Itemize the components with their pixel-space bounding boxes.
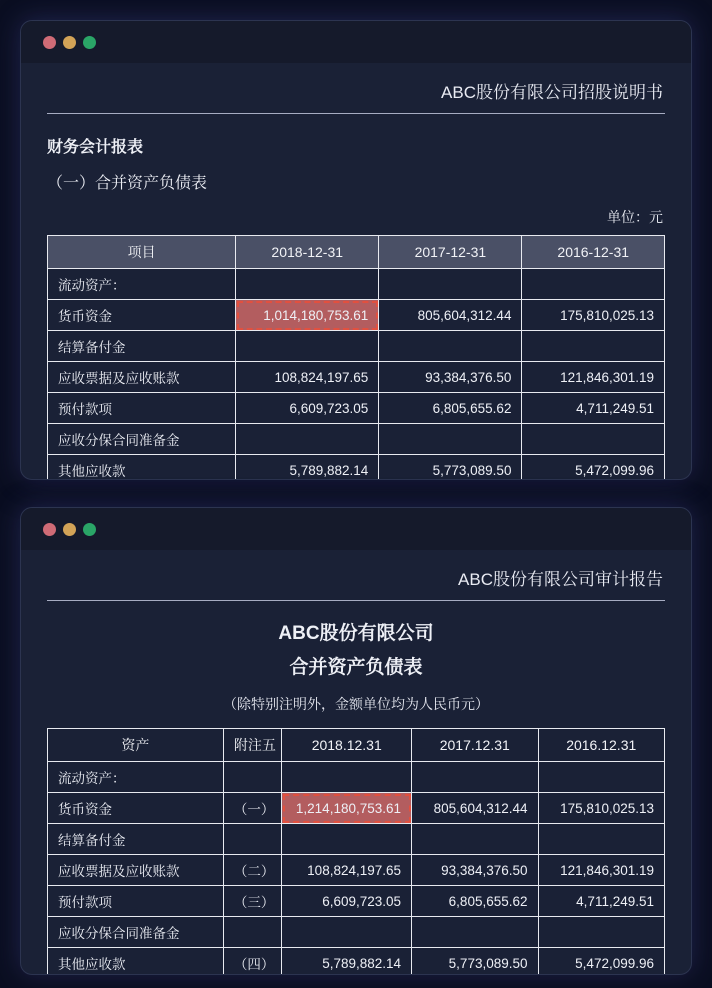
- maximize-window-icon[interactable]: [83, 523, 96, 536]
- table-row: [48, 269, 665, 300]
- cell: 805,604,312.44: [412, 793, 538, 824]
- cell: [379, 269, 522, 300]
- document-header: ABC股份有限公司审计报告: [458, 570, 663, 589]
- cell: 4,711,249.51: [522, 393, 665, 424]
- header-row: [48, 236, 665, 269]
- cell: 175,810,025.13: [538, 793, 665, 824]
- cell: 6,805,655.62: [379, 393, 522, 424]
- column-header: 项目: [48, 236, 236, 269]
- cell: [282, 762, 412, 793]
- cell: （四）: [223, 948, 282, 976]
- cell: [223, 917, 282, 948]
- cell: 6,609,723.05: [282, 886, 412, 917]
- cell: [538, 762, 665, 793]
- titlebar: [21, 508, 691, 550]
- document-header: ABC股份有限公司招股说明书: [441, 83, 663, 102]
- cell: [223, 762, 282, 793]
- cell: 流动资产：: [48, 269, 236, 300]
- cell: [236, 269, 379, 300]
- prospectus-window: [20, 20, 692, 480]
- header-row: [48, 729, 665, 762]
- cell: 5,789,882.14: [236, 455, 379, 481]
- table-row: [48, 855, 665, 886]
- table-row: [48, 886, 665, 917]
- cell: 其他应收款: [48, 455, 236, 481]
- minimize-window-icon[interactable]: [63, 36, 76, 49]
- column-header: 2016.12.31: [538, 729, 665, 762]
- cell: 805,604,312.44: [379, 300, 522, 331]
- cell: 应收票据及应收账款: [48, 362, 236, 393]
- cell: 货币资金: [48, 793, 224, 824]
- audit-balance-sheet-table: [47, 728, 665, 975]
- unit-label: 单位：元: [607, 209, 663, 225]
- cell: （二）: [223, 855, 282, 886]
- cell: 121,846,301.19: [538, 855, 665, 886]
- minimize-window-icon[interactable]: [63, 523, 76, 536]
- section-subtitle: （一）合并资产负债表: [47, 175, 208, 192]
- table-row: [48, 762, 665, 793]
- cell: 5,773,089.50: [379, 455, 522, 481]
- cell: 货币资金: [48, 300, 236, 331]
- cell: 应收票据及应收账款: [48, 855, 224, 886]
- cell: 其他应收款: [48, 948, 224, 976]
- table-row: [48, 393, 665, 424]
- titlebar: [21, 21, 691, 63]
- cell: 5,472,099.96: [522, 455, 665, 481]
- prospectus-balance-sheet-table: [47, 235, 665, 480]
- cell: 175,810,025.13: [522, 300, 665, 331]
- cell: （三）: [223, 886, 282, 917]
- cell: [379, 424, 522, 455]
- highlighted-cell: 1,214,180,753.61: [282, 793, 412, 824]
- header-divider: [47, 113, 665, 114]
- column-header: 2018.12.31: [282, 729, 412, 762]
- cell: [282, 917, 412, 948]
- section-title: 财务会计报表: [47, 139, 144, 156]
- cell: （一）: [223, 793, 282, 824]
- cell: [522, 269, 665, 300]
- column-header: 2016-12-31: [522, 236, 665, 269]
- cell: [412, 824, 538, 855]
- table-row: [48, 793, 665, 824]
- column-header: 2017.12.31: [412, 729, 538, 762]
- cell: 预付款项: [48, 886, 224, 917]
- cell: 6,609,723.05: [236, 393, 379, 424]
- cell: [538, 917, 665, 948]
- highlighted-cell: 1,014,180,753.61: [236, 300, 379, 331]
- cell: [223, 824, 282, 855]
- table-row: [48, 948, 665, 976]
- cell: 5,472,099.96: [538, 948, 665, 976]
- column-header: 2017-12-31: [379, 236, 522, 269]
- cell: 93,384,376.50: [379, 362, 522, 393]
- table-row: [48, 917, 665, 948]
- cell: 结算备付金: [48, 824, 224, 855]
- prospectus-content: [21, 63, 691, 480]
- cell: [282, 824, 412, 855]
- column-header: 附注五: [223, 729, 282, 762]
- cell: 结算备付金: [48, 331, 236, 362]
- cell: [538, 824, 665, 855]
- column-header: 2018-12-31: [236, 236, 379, 269]
- statement-title: 合并资产负债表: [289, 657, 423, 678]
- cell: 108,824,197.65: [236, 362, 379, 393]
- audit-report-window: [20, 507, 692, 975]
- cell: 5,789,882.14: [282, 948, 412, 976]
- cell: 4,711,249.51: [538, 886, 665, 917]
- table-row: [48, 362, 665, 393]
- cell: 121,846,301.19: [522, 362, 665, 393]
- currency-note: （除特别注明外，金额单位均为人民币元）: [223, 696, 489, 712]
- company-title: ABC股份有限公司: [278, 623, 434, 644]
- close-window-icon[interactable]: [43, 523, 56, 536]
- cell: 6,805,655.62: [412, 886, 538, 917]
- cell: 流动资产：: [48, 762, 224, 793]
- column-header: 资产: [48, 729, 224, 762]
- table-row: [48, 824, 665, 855]
- cell: [379, 331, 522, 362]
- header-divider: [47, 600, 665, 601]
- table-row: [48, 424, 665, 455]
- cell: [522, 331, 665, 362]
- cell: [412, 762, 538, 793]
- cell: [236, 424, 379, 455]
- cell: 5,773,089.50: [412, 948, 538, 976]
- table-row: [48, 300, 665, 331]
- cell: [236, 331, 379, 362]
- table-row: [48, 331, 665, 362]
- close-window-icon[interactable]: [43, 36, 56, 49]
- table-row: [48, 455, 665, 481]
- cell: 预付款项: [48, 393, 236, 424]
- cell: [522, 424, 665, 455]
- cell: 应收分保合同准备金: [48, 917, 224, 948]
- audit-content: [21, 550, 691, 975]
- cell: 应收分保合同准备金: [48, 424, 236, 455]
- cell: 108,824,197.65: [282, 855, 412, 886]
- cell: [412, 917, 538, 948]
- maximize-window-icon[interactable]: [83, 36, 96, 49]
- cell: 93,384,376.50: [412, 855, 538, 886]
